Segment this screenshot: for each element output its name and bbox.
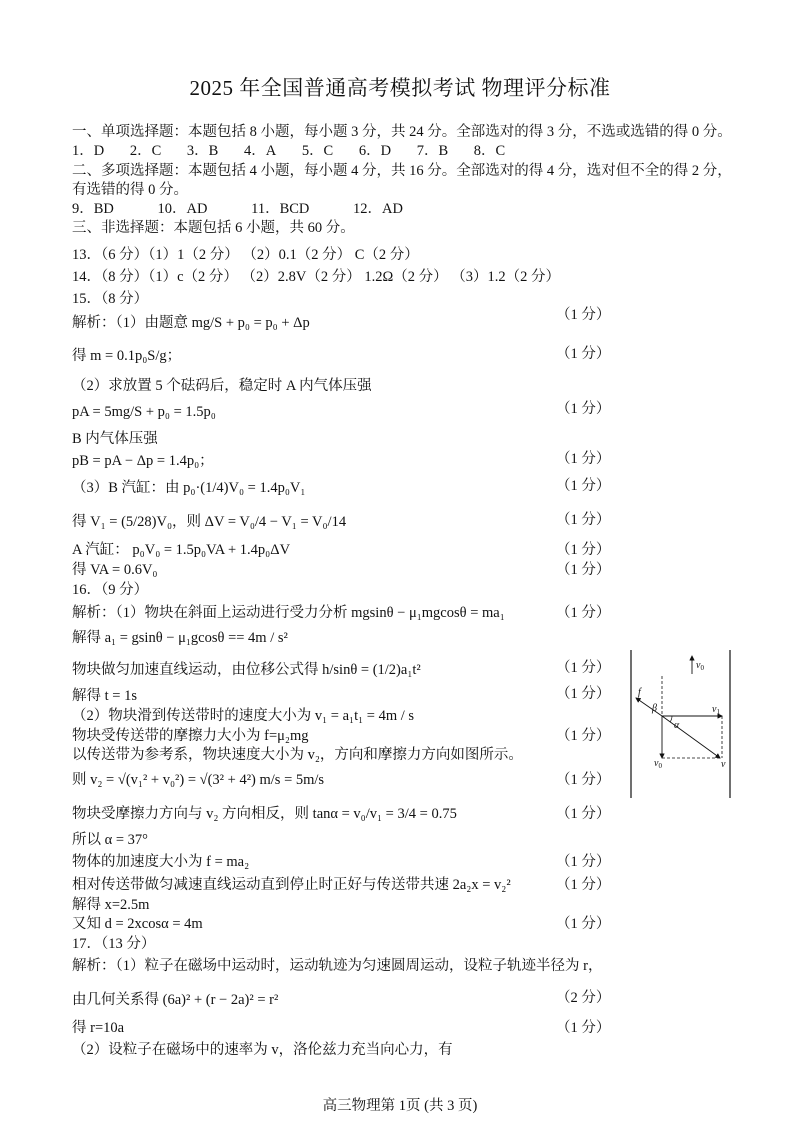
- answer-2: 2．C: [129, 143, 162, 159]
- score: （1 分）: [556, 1020, 611, 1036]
- solution-line: 相对传送带做匀减速直线运动直到停止时正好与传送带共速 2a₂x = v₂²: [72, 877, 511, 893]
- score: （2 分）: [556, 990, 611, 1006]
- score: （1 分）: [556, 478, 611, 494]
- solution-line: （2）求放置 5 个砝码后，稳定时 A 内气体压强: [72, 378, 372, 394]
- solution-line: 16．（9 分）: [72, 582, 149, 598]
- v-resultant-arrow: [662, 716, 720, 758]
- solution-line: 得 m = 0.1p₀S/g；: [72, 348, 182, 364]
- alpha-label: α: [674, 720, 680, 731]
- multi-choice-answers: [72, 199, 403, 219]
- page-title: 2025 年全国普通高考模拟考试 物理评分标准: [189, 76, 611, 100]
- solution-line: （2）物块滑到传送带时的速度大小为 v₁ = a₁t₁ = 4m / s: [72, 708, 415, 724]
- score: （1 分）: [556, 806, 611, 822]
- score: （1 分）: [556, 542, 611, 558]
- friction-label: f: [638, 687, 641, 698]
- score: （1 分）: [556, 686, 611, 702]
- solution-line: 13．（6 分）（1）1（2 分） （2）0.1（2 分） C（2 分）: [72, 247, 419, 263]
- score: （1 分）: [556, 877, 611, 893]
- score: （1 分）: [556, 401, 611, 417]
- solution-line: 则 v₂ = √(v₁² + v₀²) = √(3² + 4²) m/s = 5m/s: [72, 772, 325, 788]
- answer-11: 11．BCD: [251, 201, 310, 217]
- answer-1: 1．D: [72, 143, 105, 159]
- score: （1 分）: [556, 512, 611, 528]
- velocity-diagram: [628, 648, 734, 800]
- score: （1 分）: [556, 605, 611, 621]
- answer-8: 8．C: [473, 143, 506, 159]
- multi-choice-header-1: 二、多项选择题：本题包括 4 小题，每小题 4 分，共 16 分。全部选对的得 4 分，选对但不全的得 2 分，: [72, 163, 732, 179]
- solution-line: 得 V₁ = (5/28)V₀，则 ΔV = V₀/4 − V₁ = V₀/14: [72, 514, 347, 530]
- answer-5: 5．C: [301, 143, 334, 159]
- score: （1 分）: [556, 772, 611, 788]
- score: （1 分）: [556, 916, 611, 932]
- alpha-arc: [670, 716, 672, 722]
- solution-line: 得 r=10a: [72, 1020, 125, 1036]
- solution-line: （3）B 汽缸：由 p₀·(1/4)V₀ = 1.4p₀V₁: [72, 480, 306, 496]
- solution-line: pA = 5mg/S + p₀ = 1.5p₀: [72, 404, 216, 420]
- solution-line: A 汽缸： p₀V₀ = 1.5p₀VA + 1.4p₀ΔV: [72, 542, 291, 558]
- answer-7: 7．B: [416, 143, 449, 159]
- score: （1 分）: [556, 660, 611, 676]
- solution-line: 由几何关系得 (6a)² + (r − 2a)² = r²: [72, 992, 279, 1008]
- score: （1 分）: [556, 728, 611, 744]
- v1-label: $v_1$: [712, 704, 720, 716]
- solution-line: pB = pA − Δp = 1.4p₀；: [72, 453, 214, 469]
- v0-bottom-label: $v_0$: [654, 758, 662, 770]
- v-label: v: [721, 759, 726, 770]
- friction-arrow: [636, 698, 662, 716]
- single-choice-header: 一、单项选择题：本题包括 8 小题，每小题 3 分，共 24 分。全部选对的得 3 分，不选或选错的得 0 分。: [72, 124, 732, 140]
- solution-line: 15．（8 分）: [72, 291, 149, 307]
- multi-choice-header-2: 有选错的得 0 分。: [72, 182, 188, 198]
- answer-4: 4．A: [243, 143, 277, 159]
- solution-line: 解析：（1）物块在斜面上运动进行受力分析 mgsinθ − μ₁mgcosθ = ma₁: [72, 605, 505, 621]
- solution-line: 解得 a₁ = gsinθ − μ₁gcosθ == 4m / s²: [72, 630, 288, 646]
- score: （1 分）: [556, 562, 611, 578]
- solution-line: 17．（13 分）: [72, 936, 156, 952]
- score: （1 分）: [556, 346, 611, 362]
- page-footer: 高三物理第 1页 (共 3 页): [322, 1098, 478, 1114]
- solution-line: 得 VA = 0.6V₀: [72, 562, 158, 578]
- solution-line: 解析：（1）由题意 mg/S + p₀ = p₀ + Δp: [72, 315, 310, 331]
- score: （1 分）: [556, 307, 611, 323]
- solution-line: 解析：（1）粒子在磁场中运动时，运动轨迹为匀速圆周运动，设粒子轨迹半径为 r，: [72, 958, 603, 974]
- answer-10: 10．AD: [157, 201, 208, 217]
- solution-line: 物块受传送带的摩擦力大小为 f=μ₂mg: [72, 728, 309, 744]
- solution-line: B 内气体压强: [72, 431, 158, 447]
- answer-6: 6．D: [358, 143, 392, 159]
- score: （1 分）: [556, 451, 611, 467]
- solution-line: 解得 x=2.5m: [72, 897, 150, 913]
- solution-line: 以传送带为参考系，物块速度大小为 v₂，方向和摩擦力方向如图所示。: [72, 747, 523, 763]
- single-choice-answers: [72, 141, 505, 161]
- solution-line: 又知 d = 2xcosα = 4m: [72, 916, 203, 932]
- v0-top-label: $v_0$: [696, 660, 704, 672]
- solution-line: 解得 t = 1s: [72, 688, 137, 704]
- beta-label: β: [652, 703, 657, 714]
- solution-line: 14．（8 分）（1）c（2 分） （2）2.8V（2 分） 1.2Ω（2 分） （3）1.2（2 分）: [72, 269, 561, 285]
- solution-line: 物块受摩擦力方向与 v₂ 方向相反，则 tanα = v₀/v₁ = 3/4 = 0.75: [72, 806, 457, 822]
- answer-12: 12．AD: [353, 201, 403, 217]
- answer-3: 3．B: [186, 143, 219, 159]
- solution-line: 所以 α = 37°: [72, 832, 148, 848]
- solution-line: （2）设粒子在磁场中的速率为 v，洛伦兹力充当向心力，有: [72, 1042, 453, 1058]
- solution-line: 物块做匀加速直线运动，由位移公式得 h/sinθ = (1/2)a₁t²: [72, 662, 421, 678]
- score: （1 分）: [556, 854, 611, 870]
- nonchoice-header: 三、非选择题：本题包括 6 小题，共 60 分。: [72, 220, 355, 236]
- solution-line: 物体的加速度大小为 f = ma₂: [72, 854, 250, 870]
- answer-9: 9．BD: [72, 201, 114, 217]
